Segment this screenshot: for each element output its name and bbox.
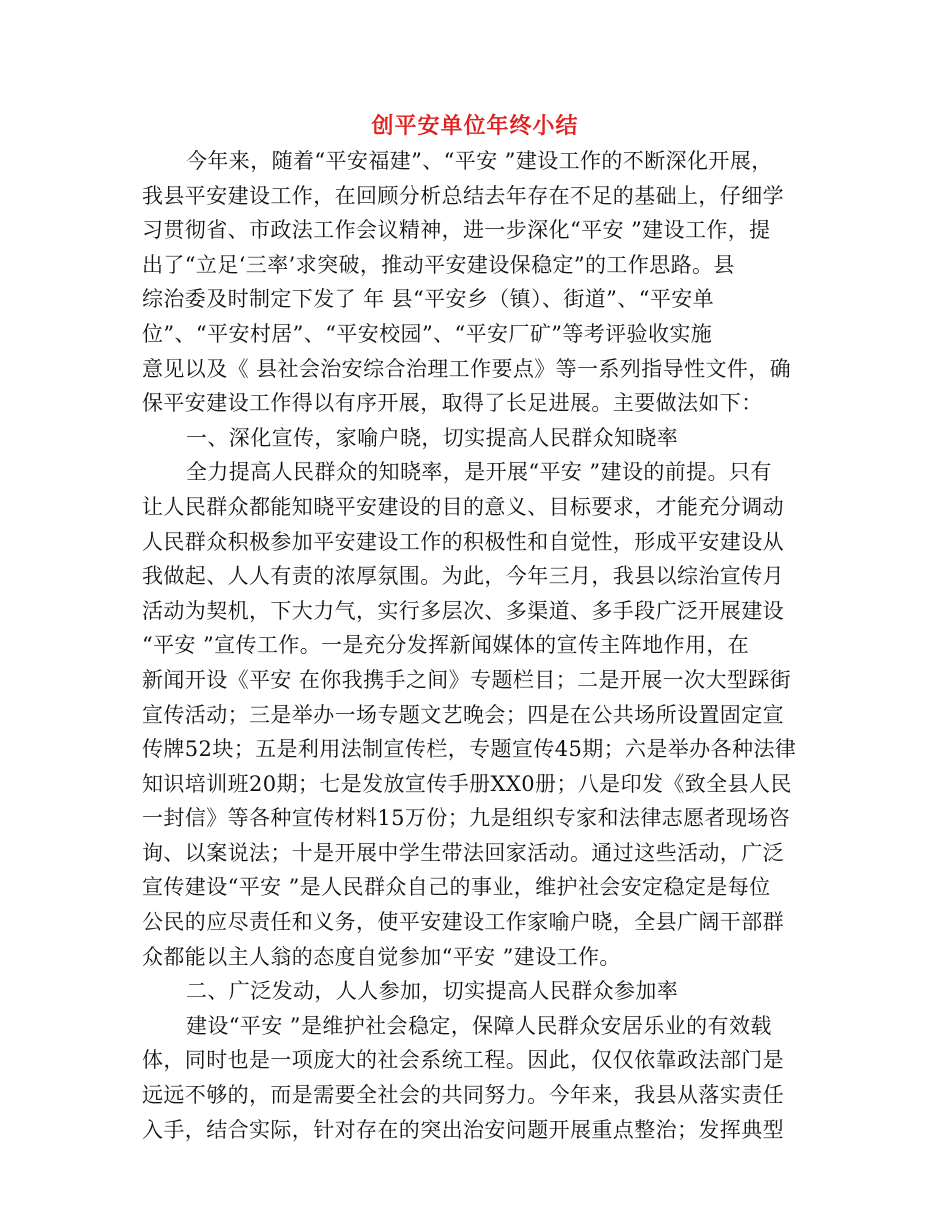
body-text-line: 让人民群众都能知晓平安建设的目的意义、目标要求，才能充分调动 [142,494,784,519]
body-text-line: 入手，结合实际，针对存在的突出治安问题开展重点整治；发挥典型 [142,1117,784,1142]
body-text-line: 我县平安建设工作，在回顾分析总结去年存在不足的基础上，仔细学 [142,183,784,208]
body-text-line: 习贯彻省、市政法工作会议精神，进一步深化“平安 ”建设工作，提 [142,218,771,243]
body-text-line: 我做起、人人有责的浓厚氛围。为此，今年三月，我县以综治宣传月 [142,564,784,589]
body-text-line: 新闻开设《平安 在你我携手之间》专题栏目；二是开展一次大型踩街 [142,667,792,692]
body-text-line: 全力提高人民群众的知晓率，是开展“平安 ”建设的前提。只有 [186,460,772,485]
body-text-line: 宣传活动；三是举办一场专题文艺晚会；四是在公共场所设置固定宣 [142,702,784,727]
body-text-line: 宣传建设“平安 ”是人民群众自己的事业，维护社会安定稳定是每位 [142,875,771,900]
body-text-line: 公民的应尽责任和义务，使平安建设工作家喻户晓，全县广阔干部群 [142,910,784,935]
body-text-line: 建设“平安 ”是维护社会稳定，保障人民群众安居乐业的有效载 [186,1013,772,1038]
body-text-line: 一、深化宣传，家喻户晓，切实提高人民群众知晓率 [186,425,679,450]
body-text-line: 知识培训班20期；七是发放宣传手册XX0册；八是印发《致全县人民 [142,771,792,796]
body-text-line: 位”、“平安村居”、“平安校园”、“平安厂矿”等考评验收实施 [142,321,713,346]
body-text-line: 一封信》等各种宣传材料15万份；九是组织专家和法律志愿者现场咨 [142,806,791,831]
body-text-line: 二、广泛发动，人人参加，切实提高人民群众参加率 [186,979,679,1004]
document-title: 创平安单位年终小结 [371,113,579,139]
body-text-line: “平安 ”宣传工作。一是充分发挥新闻媒体的宣传主阵地作用，在 [142,633,750,658]
body-text-line: 众都能以主人翁的态度自觉参加“平安 ”建设工作。 [142,944,621,969]
body-text-line: 体，同时也是一项庞大的社会系统工程。因此，仅仅依靠政法部门是 [142,1048,784,1073]
body-text-line: 传牌52块；五是利用法制宣传栏，专题宣传45期；六是举办各种法律 [142,737,797,762]
body-text-line: 询、以案说法；十是开展中学生带法回家活动。通过这些活动，广泛 [142,840,784,865]
body-text-line: 活动为契机，下大力气，实行多层次、多渠道、多手段广泛开展建设 [142,598,784,623]
body-text-line: 今年来，随着“平安福建”、“平安 ”建设工作的不断深化开展， [186,149,773,173]
body-text-line: 综治委及时制定下发了 年 县“平安乡（镇）、街道”、“平安单 [142,287,715,312]
body-text-line: 出了“立足‘三率’求突破，推动平安建设保稳定”的工作思路。县 [142,252,735,277]
body-text-line: 人民群众积极参加平安建设工作的积极性和自觉性，形成平安建设从 [142,529,784,554]
body-text-line: 远远不够的，而是需要全社会的共同努力。今年来，我县从落实责任 [142,1083,784,1108]
body-text-line: 保平安建设工作得以有序开展，取得了长足进展。主要做法如下： [142,391,763,416]
body-text-line: 意见以及《 县社会治安综合治理工作要点》等一系列指导性文件，确 [142,356,792,381]
document-body [142,144,822,1147]
